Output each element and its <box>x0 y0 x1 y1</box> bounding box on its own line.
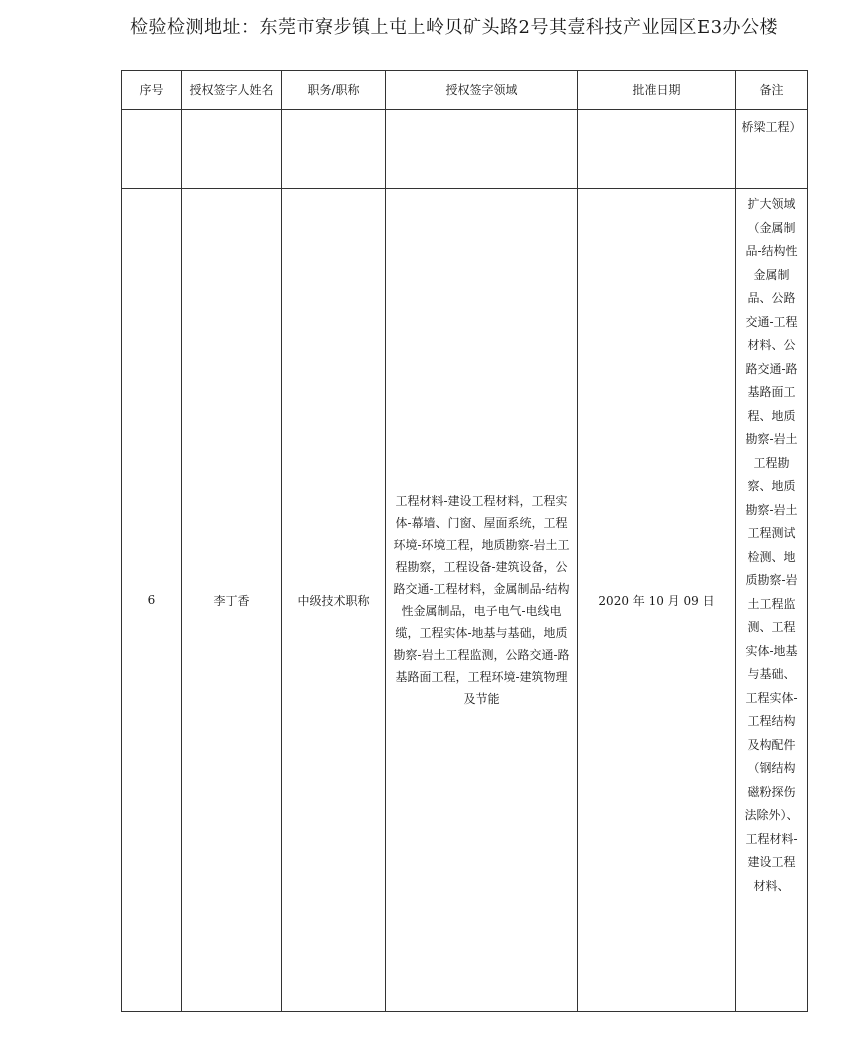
cell-name <box>182 110 282 189</box>
header-date: 批准日期 <box>578 71 736 110</box>
header-remark: 备注 <box>736 71 808 110</box>
cell-name: 李丁香 <box>182 189 282 1012</box>
cell-date <box>578 110 736 189</box>
header-no: 序号 <box>122 71 182 110</box>
table-row <box>122 110 808 189</box>
header-name: 授权签字人姓名 <box>182 71 282 110</box>
header-field: 授权签字领域 <box>386 71 578 110</box>
cell-remark <box>736 189 808 1012</box>
cell-date: 2020 年 10 月 09 日 <box>578 189 736 1012</box>
remark-text: 扩大领域（金属制品-结构性金属制品、公路交通-工程材料、公路交通-路基路面工程、地质勘察-岩土工程勘察、地质勘察-岩土工程测试检测、地质勘察-岩土工程监测、工程实体-地基与基础、工程实体-工程结构及构配件（钢结构磁粉探伤法除外）、工程材料-建设工程材料、 <box>744 197 799 893</box>
cell-no <box>122 110 182 189</box>
header-title: 职务/职称 <box>282 71 386 110</box>
cell-title <box>282 110 386 189</box>
table-header-row <box>122 71 808 110</box>
cell-remark: 桥梁工程） <box>736 110 808 189</box>
cell-field <box>386 110 578 189</box>
cell-title: 中级技术职称 <box>282 189 386 1012</box>
inspection-address: 检验检测地址：东莞市寮步镇上屯上岭贝矿头路2号其壹科技产业园区E3办公楼 <box>130 17 779 38</box>
table-row <box>122 189 808 1012</box>
authorized-signatory-table <box>121 70 808 1012</box>
cell-field: 工程材料-建设工程材料，工程实体-幕墙、门窗、屋面系统，工程环境-环境工程，地质勘察-岩土工程勘察，工程设备-建筑设备，公路交通-工程材料，金属制品-结构性金属制品，电子电气-电线电缆，工程实体-地基与基础，地质勘察-岩土工程监测，公路交通-路基路面工程，工程环境-建筑物理及节能 <box>386 189 578 1012</box>
cell-no: 6 <box>122 189 182 1012</box>
